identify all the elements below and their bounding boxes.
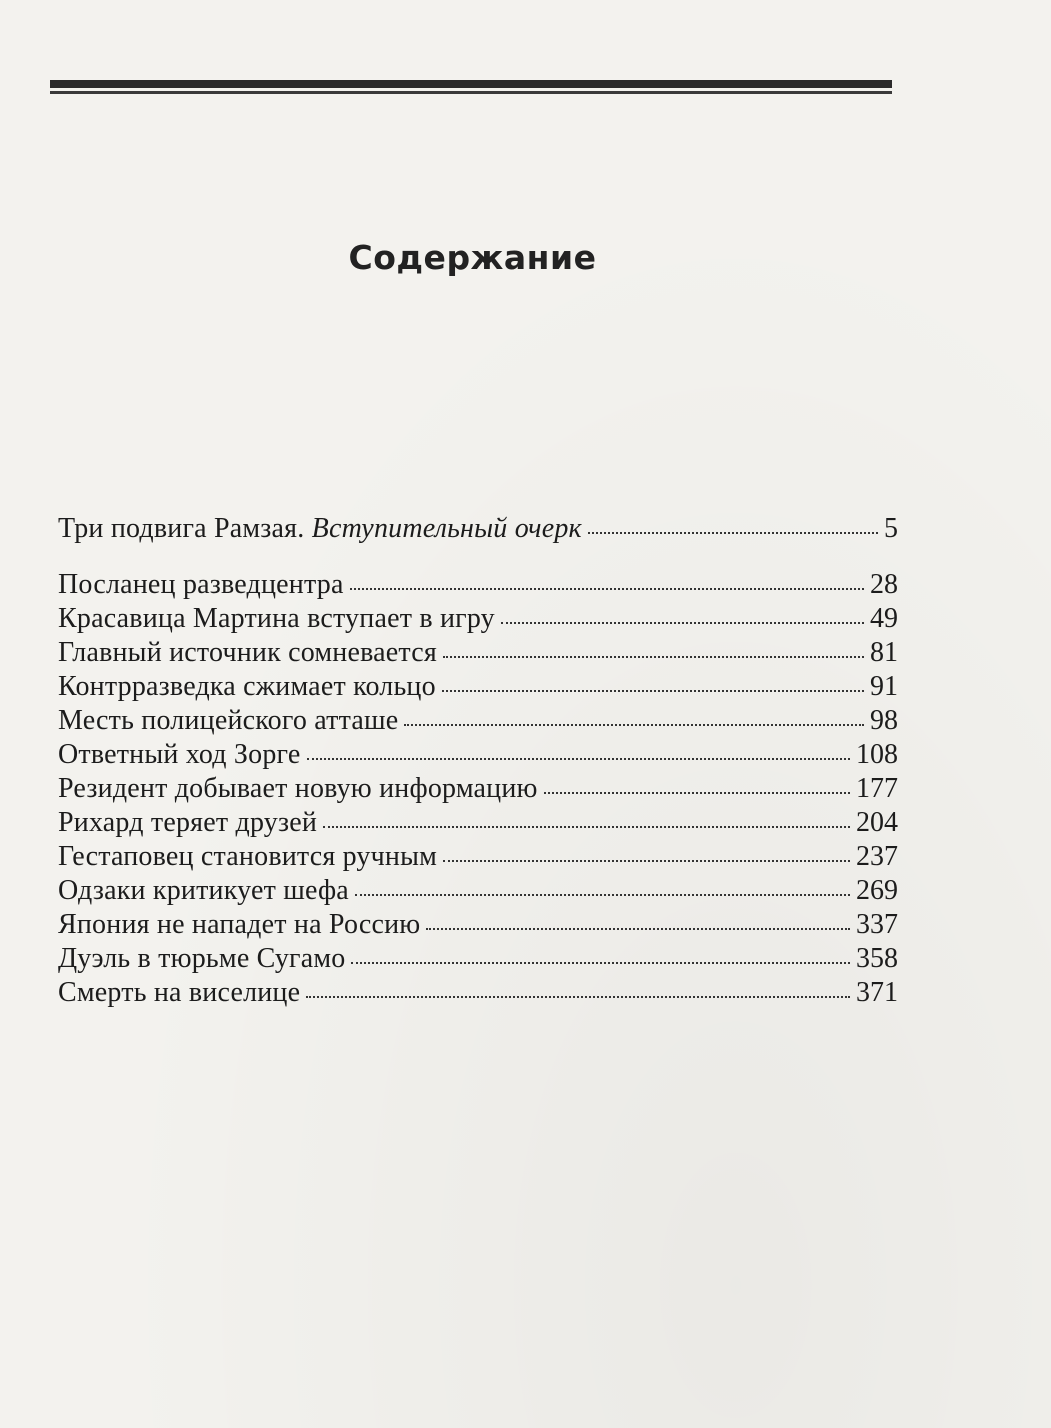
toc-entry-title: Красавица Мартина вступает в игру [58, 603, 495, 634]
toc-entry-page: 28 [870, 569, 898, 600]
toc-entry[interactable] [58, 670, 898, 704]
toc-entry-page: 81 [870, 637, 898, 668]
dot-leader [426, 928, 850, 930]
dot-leader [443, 656, 864, 658]
toc-intro-subtitle: Вступительный очерк [311, 513, 582, 544]
toc-entry-title: Ответный ход Зорге [58, 739, 301, 770]
toc-entry-title: Одзаки критикует шефа [58, 875, 349, 906]
toc-entry-page: 269 [856, 875, 898, 906]
dot-leader [544, 792, 850, 794]
toc-entry[interactable] [58, 976, 898, 1010]
dot-leader [307, 758, 850, 760]
dot-leader [588, 532, 878, 534]
header-thick-line [50, 80, 892, 88]
toc-entry-page: 204 [856, 807, 898, 838]
toc-entry[interactable] [58, 636, 898, 670]
toc-entry-page: 237 [856, 841, 898, 872]
toc-entry-title: Дуэль в тюрьме Сугамо [58, 943, 346, 974]
toc-intro-title: Три подвига Рамзая. [58, 513, 305, 544]
toc-entry[interactable] [58, 942, 898, 976]
toc-entry[interactable] [58, 806, 898, 840]
toc-entry[interactable] [58, 602, 898, 636]
dot-leader [351, 962, 850, 964]
toc-entry-page: 49 [870, 603, 898, 634]
toc-entry[interactable] [58, 704, 898, 738]
toc-entry-title: Рихард теряет друзей [58, 807, 318, 838]
toc-entry-page: 358 [856, 943, 898, 974]
toc-entry[interactable] [58, 568, 898, 602]
toc-entry-page: 177 [856, 773, 898, 804]
dot-leader [404, 724, 864, 726]
toc-entry-title [58, 512, 582, 546]
toc-entry-title: Япония не нападет на Россию [58, 909, 421, 940]
toc-entry-title: Резидент добывает новую информацию [58, 773, 538, 804]
toc-entry-title: Гестаповец становится ручным [58, 841, 438, 872]
toc-entry-title: Посланец разведцентра [58, 569, 344, 600]
dot-leader [442, 690, 864, 692]
toc-entry-page: 91 [870, 671, 898, 702]
dot-leader [355, 894, 850, 896]
toc-entry[interactable] [58, 908, 898, 942]
toc-entry-title: Контрразведка сжимает кольцо [58, 671, 436, 702]
dot-leader [501, 622, 864, 624]
toc-entry[interactable] [58, 772, 898, 806]
page-title: Содержание [348, 238, 597, 277]
toc-entry-intro[interactable] [58, 512, 898, 546]
toc-entry-title: Главный источник сомневается [58, 637, 437, 668]
header-thin-line [50, 91, 892, 94]
dot-leader [350, 588, 864, 590]
dot-leader [306, 996, 850, 998]
toc-entry[interactable] [58, 840, 898, 874]
header-double-rule [50, 80, 892, 96]
toc-entry-page: 5 [884, 513, 898, 544]
table-of-contents [58, 512, 898, 1010]
dot-leader [443, 860, 850, 862]
toc-entry-page: 108 [856, 739, 898, 770]
toc-entry-page: 337 [856, 909, 898, 940]
toc-entry[interactable] [58, 874, 898, 908]
toc-entry-title: Месть полицейского атташе [58, 705, 399, 736]
toc-entry-page: 371 [856, 977, 898, 1008]
toc-entry-title: Смерть на виселице [58, 977, 301, 1008]
dot-leader [323, 826, 850, 828]
toc-entry-page: 98 [870, 705, 898, 736]
toc-entry[interactable] [58, 738, 898, 772]
